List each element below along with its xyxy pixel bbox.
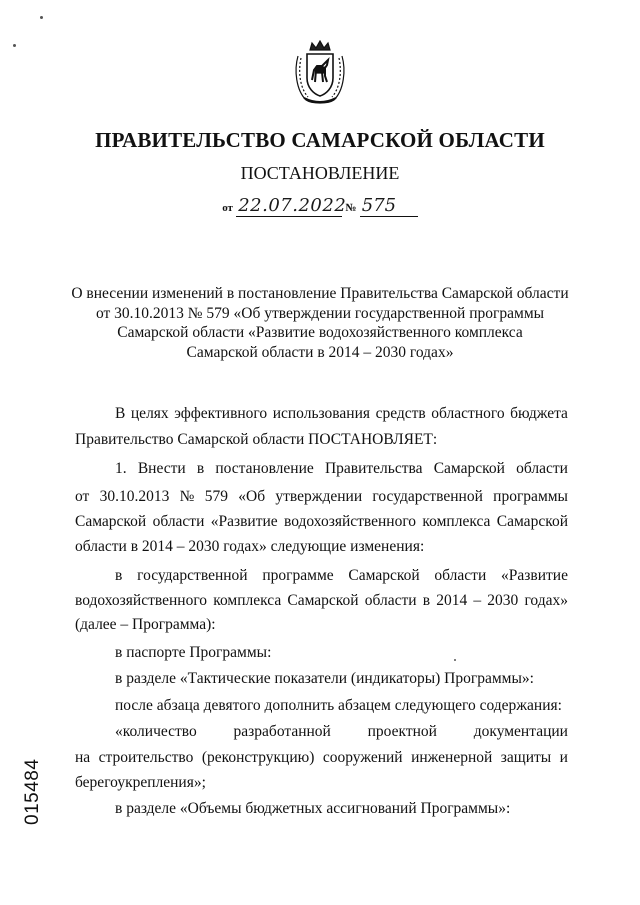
word: водохозяйственного [75, 592, 208, 609]
word: 579 [204, 488, 228, 505]
body-line: после абзаца девятого дополнить абзацем следующего содержания: [115, 697, 562, 714]
body-line [75, 591, 568, 611]
word: № [179, 488, 195, 505]
word: проектной [367, 723, 437, 740]
word: программы [493, 488, 568, 505]
word: – [473, 592, 482, 609]
body-line: в разделе «Объемы бюджетных ассигнований Программы»: [115, 800, 511, 817]
scan-speck [13, 44, 16, 47]
word: (реконструкцию) [201, 749, 315, 766]
word: годах» [524, 592, 568, 609]
date-number-line [0, 195, 640, 217]
word: Самарской [496, 513, 568, 530]
word: в [115, 567, 123, 584]
word: «количество [115, 723, 197, 740]
heading-line: О внесении изменений в постановление Правительства Самарской области [71, 285, 569, 302]
word: в [196, 460, 205, 477]
word: бюджета [510, 405, 568, 422]
government-title: ПРАВИТЕЛЬСТВО САМАРСКОЙ ОБЛАСТИ [95, 128, 545, 152]
word: использования [272, 405, 371, 422]
word: Внести [137, 460, 186, 477]
body-line [75, 748, 568, 768]
word: эффективного [174, 405, 268, 422]
word: программе [262, 567, 334, 584]
word: разработанной [233, 723, 331, 740]
document-heading [60, 284, 580, 362]
word: В [115, 405, 126, 422]
body-line [115, 722, 568, 742]
heading-line: Самарской области «Развитие водохозяйственного комплекса [117, 324, 523, 341]
word: Самарской [348, 567, 420, 584]
word: водохозяйственного [284, 513, 417, 530]
word: комплекса [213, 592, 282, 609]
word: области [516, 460, 568, 477]
word: инженерной [411, 749, 493, 766]
word: целях [130, 405, 169, 422]
heading-line: от 30.10.2013 № 579 «Об утверждении государственной программы [95, 304, 545, 322]
body-line: берегоукрепления»; [75, 774, 206, 791]
word: средств [375, 405, 426, 422]
word: Самарской [75, 513, 147, 530]
word: 2014 [436, 592, 468, 609]
word: «Об [238, 488, 266, 505]
word: государственной [372, 488, 483, 505]
heading-line: Самарской области в 2014 – 2030 годах» [186, 343, 454, 361]
scan-speck [40, 16, 43, 19]
word: области [364, 592, 417, 609]
document-type: ПОСТАНОВЛЕНИЕ [240, 163, 400, 183]
number-label: № [345, 202, 357, 214]
coat-of-arms-emblem [292, 40, 348, 106]
body-line [115, 459, 568, 479]
word: области [152, 513, 205, 530]
word: сооружений [322, 749, 403, 766]
margin-serial-number: 015484 [22, 758, 43, 825]
word: утверждении [275, 488, 363, 505]
word: защиты [500, 749, 552, 766]
word: постановление [215, 460, 314, 477]
body-line: в паспорте Программы: [115, 644, 272, 661]
word: Самарской [433, 460, 505, 477]
word: областного [431, 405, 505, 422]
word: на [75, 749, 91, 766]
document-date: 22.07.2022 [238, 195, 347, 216]
word: Самарской [287, 592, 359, 609]
word: 30.10.2013 [99, 488, 170, 505]
document-number: 575 [360, 195, 418, 217]
scan-speck [454, 659, 456, 661]
body-line: области в 2014 – 2030 годах» следующие изменения: [75, 538, 425, 555]
word: государственной [137, 567, 248, 584]
word: «Развитие [210, 513, 278, 530]
body-line: (далее – Программа): [75, 616, 216, 633]
word: Правительства [324, 460, 423, 477]
word: от [75, 488, 90, 505]
word: «Развитие [501, 567, 568, 584]
word: документации [473, 723, 568, 740]
word: 2030 [487, 592, 519, 609]
word: в [422, 592, 431, 609]
word: 1. [115, 460, 127, 477]
word: строительство [98, 749, 194, 766]
body-line: Правительство Самарской области ПОСТАНОВЛЯЕТ: [75, 431, 438, 448]
body-line [75, 512, 568, 532]
body-line: в разделе «Тактические показатели (индикаторы) Программы»: [115, 670, 534, 687]
body-line [115, 566, 568, 586]
date-label: от [222, 202, 233, 214]
word: комплекса [422, 513, 491, 530]
word: и [559, 749, 568, 766]
word: области [434, 567, 487, 584]
body-line [115, 404, 568, 424]
body-line [75, 487, 568, 507]
